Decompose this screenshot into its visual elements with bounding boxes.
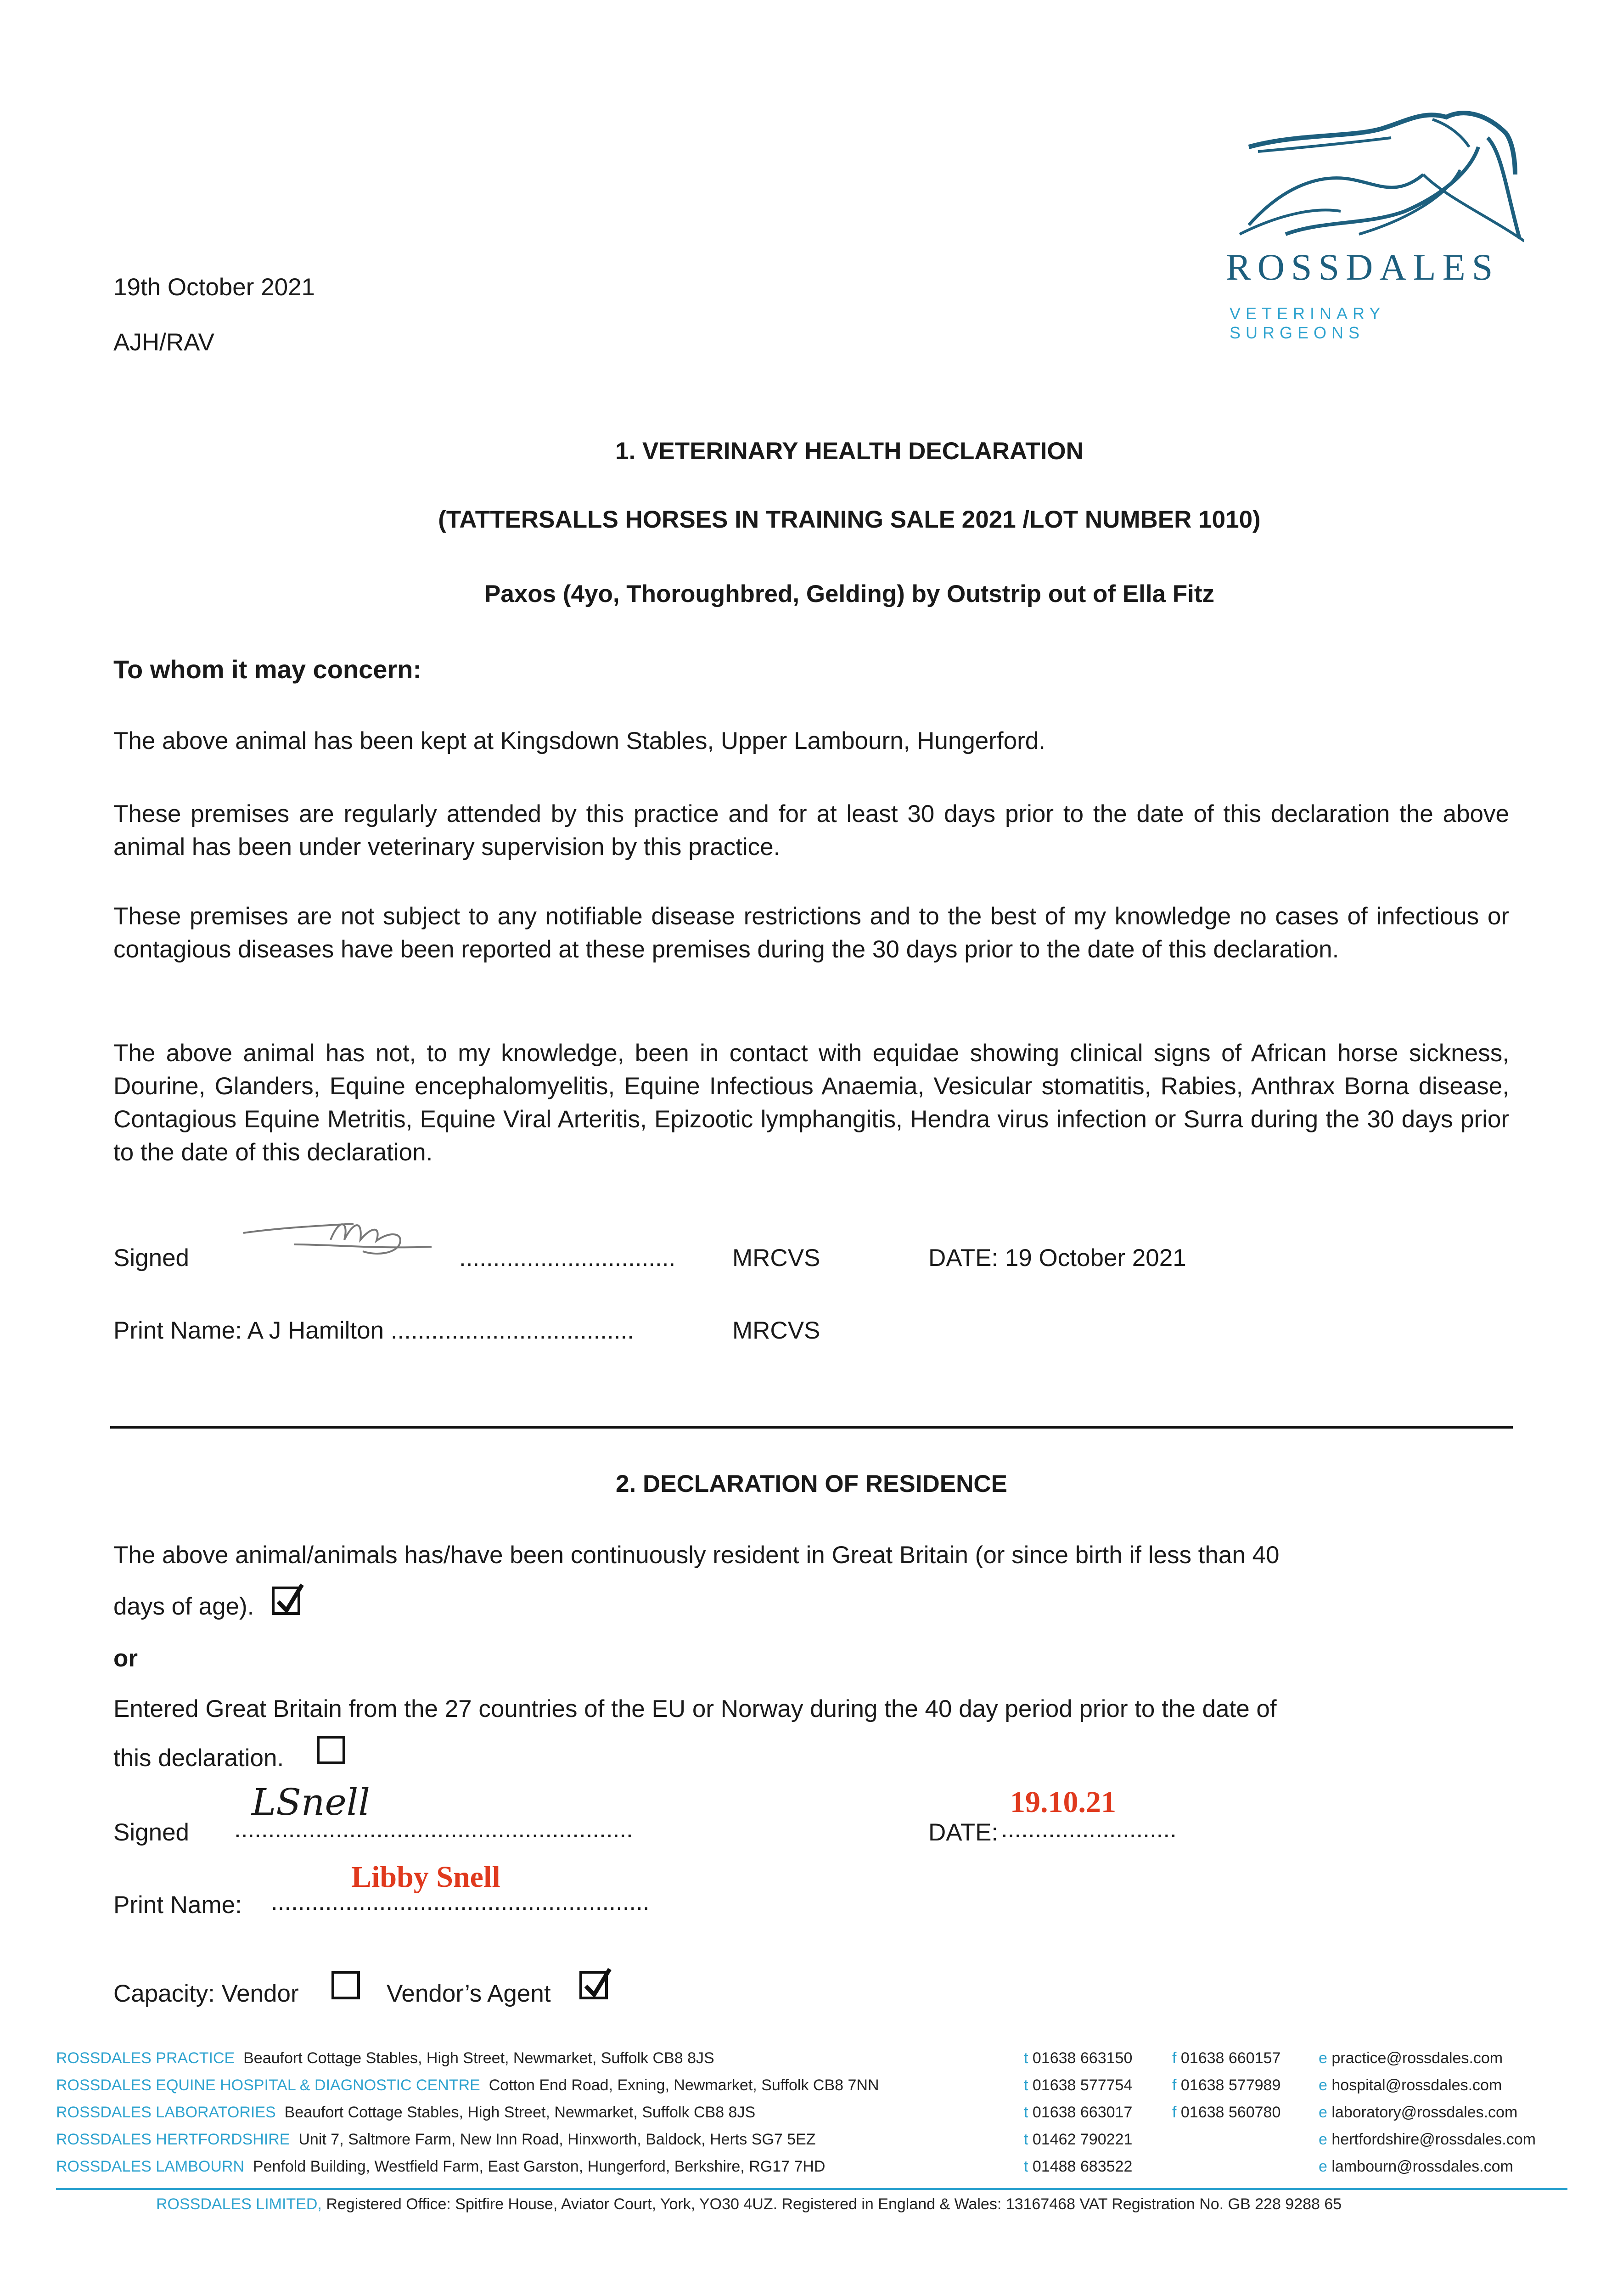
checkmark-icon: [274, 1581, 306, 1618]
footer-phone: t 01462 790221: [1024, 2131, 1133, 2148]
footer-fax: f 01638 577989: [1172, 2077, 1281, 2094]
footer-org-name: ROSSDALES EQUINE HOSPITAL & DIAGNOSTIC CENTRE: [56, 2077, 480, 2094]
resident-checkbox[interactable]: [272, 1587, 300, 1615]
footer-address: Beaufort Cottage Stables, High Street, Newmarket, Suffolk CB8 8JS: [284, 2104, 756, 2121]
vendor-signed-label: Signed: [113, 1819, 190, 1846]
letter-reference: AJH/RAV: [113, 329, 214, 356]
section2-title: 2. DECLARATION OF RESIDENCE: [616, 1470, 1007, 1497]
footer-address: Unit 7, Saltmore Farm, New Inn Road, Hinxworth, Baldock, Herts SG7 5EZ: [298, 2131, 816, 2148]
section1-subtitle: (TATTERSALLS HORSES IN TRAINING SALE 2021 /LOT NUMBER 1010): [438, 506, 1261, 533]
footer-org-name: ROSSDALES LAMBOURN: [56, 2158, 244, 2175]
paragraph-supervision: These premises are regularly attended by this practice and for at least 30 days prior to the date of this declaration the above animal has been under veterinary supervision by this practice.: [113, 800, 1509, 861]
footer: [0, 2048, 1623, 2241]
horse-description: Paxos (4yo, Thoroughbred, Gelding) by Outstrip out of Ella Fitz: [484, 580, 1215, 608]
vendor-date-dots: ..........................: [1001, 1816, 1177, 1843]
vendor-agent-checkbox[interactable]: [579, 1971, 608, 1999]
print-name-value: Libby Snell: [351, 1860, 500, 1894]
checkmark-icon: [581, 1965, 613, 2002]
vendor-signed-dots: ...........................................................: [234, 1816, 633, 1843]
footer-row: [56, 2075, 879, 2095]
or-label: or: [113, 1645, 138, 1672]
salutation: To whom it may concern:: [113, 655, 422, 684]
paragraph-restrictions: These premises are not subject to any notifiable disease restrictions and to the best of my knowledge no cases of infectious or contagious diseases have been reported at these premises during the 30 days prior to the date of this declaration.: [113, 903, 1509, 963]
logo-tagline: VETERINARY SURGEONS: [1230, 304, 1385, 342]
entered-checkbox[interactable]: [317, 1736, 345, 1764]
vet-print-name: Print Name: A J Hamilton ....................................: [113, 1317, 634, 1344]
vendor-date-label: DATE:: [928, 1819, 999, 1846]
footer-divider: [56, 2188, 1567, 2190]
rossdales-logo: [1212, 106, 1524, 342]
residence-line-2b: this declaration.: [113, 1745, 284, 1772]
footer-org-name: ROSSDALES HERTFORDSHIRE: [56, 2131, 290, 2148]
signed-date-value: 19.10.21: [1010, 1785, 1116, 1819]
footer-email[interactable]: e lambourn@rossdales.com: [1319, 2158, 1513, 2175]
section1-title: 1. VETERINARY HEALTH DECLARATION: [615, 438, 1084, 465]
vet-mrcvs: MRCVS: [732, 1244, 820, 1272]
logo-name: ROSSDALES: [1226, 246, 1499, 288]
letter-date: 19th October 2021: [113, 274, 315, 301]
vendor-checkbox[interactable]: [331, 1971, 360, 1999]
vet-signed-label: Signed: [113, 1244, 190, 1272]
footer-org-name: ROSSDALES LABORATORIES: [56, 2104, 276, 2121]
residence-line-1: The above animal/animals has/have been continuously resident in Great Britain (or since birth if less than 40: [113, 1542, 1280, 1569]
footer-row: [56, 2156, 825, 2177]
footer-org-name: ROSSDALES PRACTICE: [56, 2049, 235, 2067]
footer-row: [56, 2102, 755, 2122]
vendor-agent-label: Vendor’s Agent: [387, 1980, 551, 2007]
capacity-vendor-label: Capacity: Vendor: [113, 1980, 299, 2007]
footer-address: Cotton End Road, Exning, Newmarket, Suffolk CB8 7NN: [489, 2077, 879, 2094]
horse-logo-icon: [1230, 106, 1524, 243]
vet-date: DATE: 19 October 2021: [928, 1244, 1186, 1272]
paragraph-contact: The above animal has not, to my knowledge, been in contact with equidae showing clinical signs of African horse sickness, Dourine, Glanders, Equine encephalomyelitis, Equine Infectious Anaemia, Vesicular stomatitis, Rabies, Anthrax Borna disease, Contagious Equine Metritis, Equine Viral Arteritis, Epizootic lymphangitis, Hendra virus infection or Surra during the 30 days prior to the date of this declaration.: [113, 1040, 1509, 1166]
vendor-signature: LSnell: [252, 1781, 370, 1823]
footer-phone: t 01488 683522: [1024, 2158, 1133, 2175]
footer-address: Penfold Building, Westfield Farm, East Garston, Hungerford, Berkshire, RG17 7HD: [253, 2158, 826, 2175]
section-divider: [110, 1426, 1513, 1429]
footer-row: [56, 2129, 816, 2150]
vet-mrcvs-2: MRCVS: [732, 1317, 820, 1344]
residence-line-2: Entered Great Britain from the 27 countries of the EU or Norway during the 40 day period prior to the date of: [113, 1695, 1277, 1722]
footer-email[interactable]: e laboratory@rossdales.com: [1319, 2104, 1518, 2121]
footer-email[interactable]: e hertfordshire@rossdales.com: [1319, 2131, 1536, 2148]
paragraph-kept: The above animal has been kept at Kingsdown Stables, Upper Lambourn, Hungerford.: [113, 727, 1045, 754]
vet-signature: [239, 1212, 441, 1267]
footer-registered-office: ROSSDALES LIMITED, Registered Office: Spitfire House, Aviator Court, York, YO30 4UZ. Registered in England & Wales: 13167468 VAT Registration No. GB 228 9288 65: [156, 2195, 1342, 2213]
footer-phone: t 01638 663017: [1024, 2104, 1133, 2121]
vendor-print-label: Print Name:: [113, 1891, 242, 1919]
footer-fax: f 01638 660157: [1172, 2049, 1281, 2067]
footer-phone: t 01638 577754: [1024, 2077, 1133, 2094]
footer-row: [56, 2048, 714, 2068]
footer-address: Beaufort Cottage Stables, High Street, Newmarket, Suffolk CB8 8JS: [243, 2049, 714, 2067]
residence-line-1b: days of age).: [113, 1593, 254, 1620]
footer-phone: t 01638 663150: [1024, 2049, 1133, 2067]
footer-fax: f 01638 560780: [1172, 2104, 1281, 2121]
vet-signed-dots: ................................: [459, 1244, 676, 1272]
footer-email[interactable]: e practice@rossdales.com: [1319, 2049, 1503, 2067]
vendor-print-dots: ........................................................: [271, 1888, 650, 1915]
footer-email[interactable]: e hospital@rossdales.com: [1319, 2077, 1502, 2094]
